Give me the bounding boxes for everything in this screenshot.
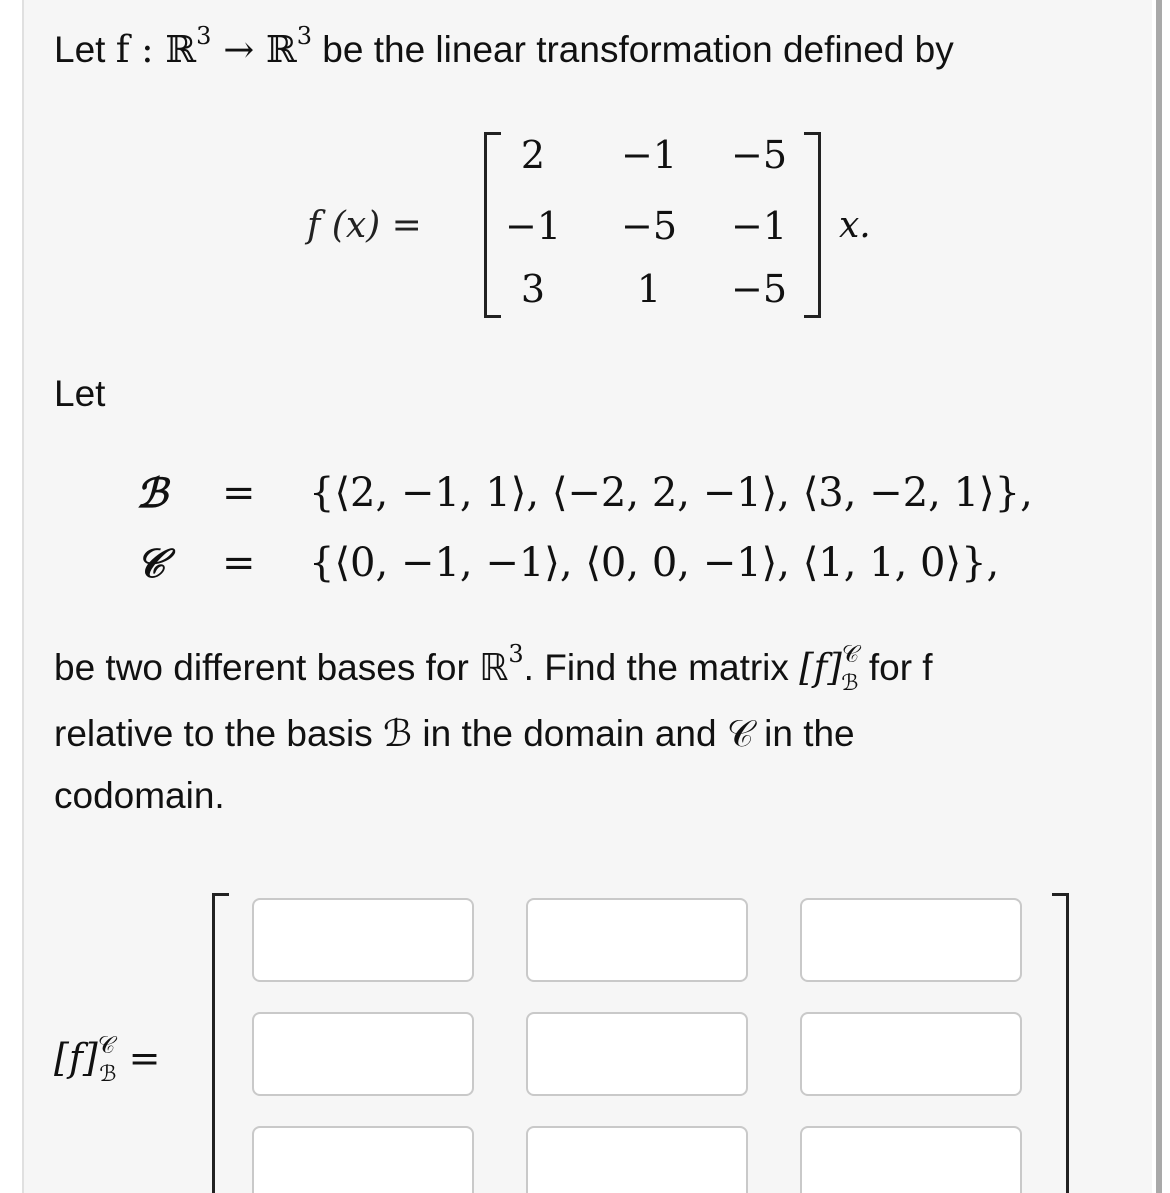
answer-input-r1c1[interactable]	[252, 898, 474, 982]
intro-line	[54, 22, 954, 76]
answer-label-sub: ℬ	[99, 1061, 117, 1086]
answer-input-r3c2[interactable]	[526, 1126, 748, 1193]
line1-mid: . Find the matrix	[523, 647, 800, 688]
question-line-1	[54, 640, 933, 695]
basis-b-equals: =	[222, 470, 256, 516]
intro-sup-1: 3	[196, 22, 212, 50]
basis-b-set: {⟨2, −1, 1⟩, ⟨−2, 2, −1⟩, ⟨3, −2, 1⟩},	[309, 470, 1033, 516]
answer-right-bracket	[1052, 893, 1069, 1193]
line1-sup: 3	[508, 640, 524, 668]
matrix-cell: −1	[620, 133, 678, 177]
matrix-cell: −1	[730, 204, 788, 248]
basis-b-symbol: ℬ	[136, 470, 168, 517]
matrix-sup: 𝒞	[841, 641, 860, 668]
answer-input-r2c2[interactable]	[526, 1012, 748, 1096]
fx-lhs: f (x) =	[307, 205, 422, 246]
answer-label-sup: 𝒞	[97, 1032, 116, 1059]
answer-input-r3c3[interactable]	[800, 1126, 1022, 1193]
intro-map: f : ℝ	[115, 28, 197, 71]
matrix-cell: 2	[520, 133, 546, 177]
intro-sup-2: 3	[296, 22, 312, 50]
intro-prefix: Let	[54, 29, 116, 70]
answer-label-eq: =	[116, 1036, 161, 1080]
line1-prefix: be two different bases for ℝ	[54, 647, 509, 688]
answer-label	[54, 1032, 161, 1086]
question-line-3: codomain.	[54, 775, 225, 816]
matrix-sub: ℬ	[841, 670, 859, 695]
answer-left-bracket	[212, 893, 229, 1193]
page-scrollbar-track[interactable]	[1152, 0, 1170, 1193]
matrix-cell: −5	[730, 133, 788, 177]
answer-input-r2c3[interactable]	[800, 1012, 1022, 1096]
answer-input-r2c1[interactable]	[252, 1012, 474, 1096]
line1-suffix: for f	[858, 647, 933, 688]
matrix-cell: −5	[730, 267, 788, 311]
matrix-symbol: [f]	[799, 646, 842, 689]
fx-rhs: x.	[839, 205, 871, 246]
matrix-cell: −1	[504, 204, 562, 248]
answer-input-r3c1[interactable]	[252, 1126, 474, 1193]
let-label: Let	[54, 373, 106, 414]
basis-c-symbol: 𝒞	[136, 540, 166, 587]
page-scrollbar-line	[1156, 0, 1162, 1193]
matrix-cell: 3	[520, 267, 546, 311]
basis-c-set: {⟨0, −1, −1⟩, ⟨0, 0, −1⟩, ⟨1, 1, 0⟩},	[309, 540, 1000, 586]
matrix-right-bracket	[804, 132, 821, 318]
answer-input-r1c2[interactable]	[526, 898, 748, 982]
matrix-cell: −5	[620, 204, 678, 248]
intro-suffix: be the linear transformation defined by	[312, 29, 954, 70]
matrix-cell: 1	[636, 267, 662, 311]
question-line-2: relative to the basis ℬ in the domain and 𝒞 in the	[54, 713, 855, 754]
intro-arrow: → ℝ	[211, 28, 297, 71]
answer-label-symbol: [f]	[54, 1036, 98, 1080]
problem-card	[22, 0, 1152, 1193]
answer-input-r1c3[interactable]	[800, 898, 1022, 982]
basis-c-equals: =	[222, 540, 256, 586]
